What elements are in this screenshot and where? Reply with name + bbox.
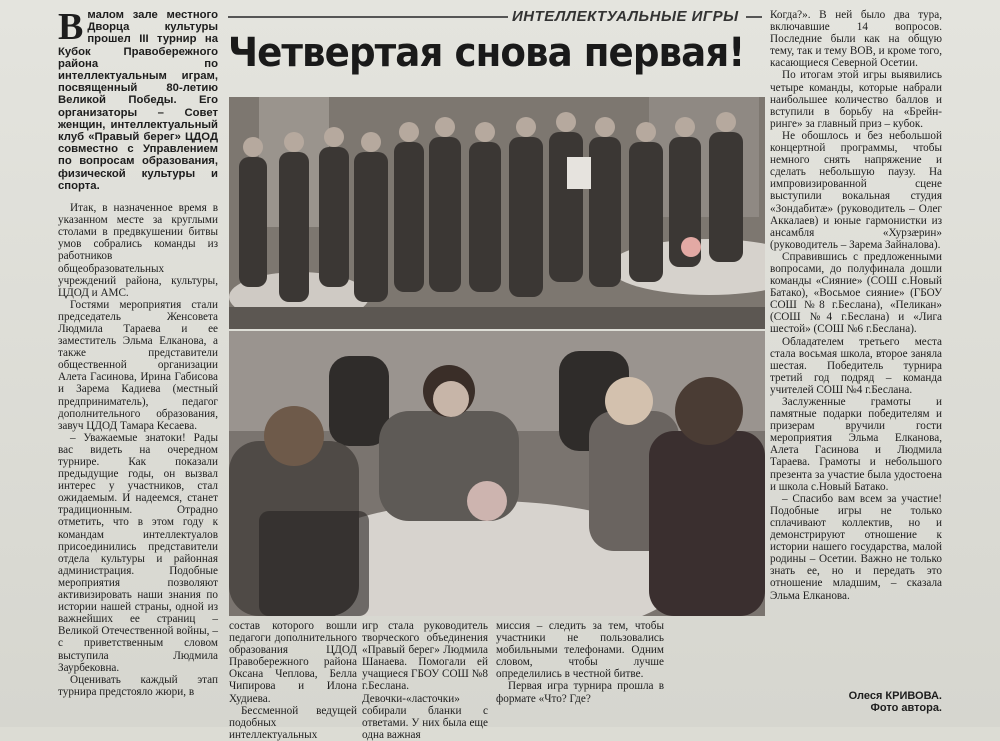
lead-text: малом зале местного Дворца культуры прошел III турнир на Кубок Правобережного района по интеллектуальным играм, посвященный 80-летию Великой Победы. Его организаторы – Совет женщин, интеллектуальный клуб «Правый берег» ЦДОД совместно с Управлением по вопросам образования, физической культуры и спорта. — [58, 9, 218, 192]
photo-credit: Фото автора. — [870, 702, 942, 714]
paragraph: Справившись с предложенными вопросами, до полуфинала дошли команды «Сияние» (СОШ с.Новый Батако), «Восьмое сияние» (ГБОУ СОШ №8 г.Беслана), «Пеликан» (СОШ №4 г.Беслана) и «Лига шестой» (СОШ №6 г.Беслана). — [770, 250, 942, 336]
group-photo-illustration — [229, 97, 765, 329]
paragraph: Заслуженные грамоты и памятные подарки победителям и призерам вручили гости мероприятия Эльма Елканова, Алета Гасинова и Людмила Тараева. Грамоты и небольшого презента за участие была удостоена и школа с.Новый Батако. — [770, 396, 942, 493]
article-column-4 — [496, 620, 762, 705]
paragraph: Обладателем третьего места стала восьмая школа, второе заняла шестая. Победитель турнира третий год подряд – команда учителей СОШ №4 г.Беслана. — [770, 335, 942, 396]
rubric-rule — [228, 16, 508, 18]
article-headline: Четвертая снова первая! — [228, 30, 745, 76]
paragraph: Первая игра турнира прошла в формате «Что? Где? — [496, 680, 664, 705]
paragraph: – Уважаемые знатоки! Рады вас видеть на очередном турнире. Как показали предыдущие годы, он вызвал интерес у участников, стал ожидаемым. И надеемся, станет традиционным. Отрадно отметить, что в этом году к командам интеллектуалов присоединились представители отдела культуры и районная администрация. Подобные мероприятия позволяют активизировать наши знания по истории нашей страны, одной из важнейших ее страниц – Великой Отечественной войны, – с приветственным словом выступила Людмила Заурбековна. — [58, 431, 218, 674]
section-rubric: ИНТЕЛЛЕКТУАЛЬНЫЕ ИГРЫ — [512, 8, 739, 25]
drop-cap: В — [58, 6, 84, 48]
article-column-3 — [362, 620, 488, 741]
paragraph: состав которого вошли педагоги дополнительного образования ЦДОД Правобережного района Оксана Чеплова, Белла Чипирова и Илона Худиева. — [229, 620, 357, 705]
paragraph: Бессменной ведущей подобных интеллектуальных — [229, 704, 357, 741]
paragraph: – Спасибо вам всем за участие! Подобные игры не только сплачивают коллектив, но и демонстрируют отношение к истории нашего государства, малой родины – Осетии. Важно не только знать ее, но и передать это отношение младшим, – сказала Эльма Елканова. — [770, 492, 942, 602]
byline — [849, 690, 942, 714]
game-table-photo — [229, 331, 765, 616]
author-name: Олеся КРИВОВА. — [848, 690, 942, 702]
article-column-1 — [58, 6, 218, 698]
rubric-rule — [746, 16, 762, 18]
paragraph: миссия – следить за тем, чтобы участники не пользовались мобильными телефонами. Одним словом, чтобы лучше определились в честной битве. — [496, 620, 664, 681]
paragraph: Не обошлось и без небольшой концертной программы, чтобы немного снять напряжение и сделать небольшую паузу. На импровизированной сцене выступили вокальная студия «Зондабитæ» (руководитель – Олег Аккалаев) и юные гармонистки из ансамбля «Хурзæрин» (руководитель – Зарема Зайналова). — [770, 129, 942, 251]
paragraph: Итак, в назначенное время в указанном месте за круглыми столами в предвкушении битвы умов собрались команды из работников общеобразовательных учреждений района, культуры, ЦДОД и АМС. — [58, 202, 218, 299]
paragraph: По итогам этой игры выявились четыре команды, которые набрали наибольшее количество баллов и вступили в борьбу на «Брейн-ринге» за главный приз – кубок. — [770, 69, 942, 130]
paragraph: игр стала руководитель творческого объединения «Правый берег» Людмила Шанаева. Помогали ей учащиеся ГБОУ СОШ №8 г.Беслана. Девочки-«ласточки» собирали бланки с ответами. У них была еще одна важная — [362, 620, 488, 741]
paragraph: Гостями мероприятия стали председатель Женсовета Людмила Тараева и ее заместитель Эльма Елканова, а также представители общественной организации Алета Гасинова, Ирина Габисова и Зарема Кадиева (местный предприниматель), педагог дополнительного образования, завуч ЦДОД Тамара Кесаева. — [58, 298, 218, 432]
article-column-5 — [770, 9, 942, 602]
game-table-illustration — [229, 331, 765, 616]
paragraph: Когда?». В ней было два тура, включавшие 14 вопросов. Последние были как на общую тему, так и тему ВОВ, и кроме того, касающиеся Северной Осетии. — [770, 9, 942, 70]
lead-paragraph — [58, 6, 218, 192]
article-column-2 — [229, 620, 357, 741]
paragraph: Оценивать каждый этап турнира предстояло жюри, в — [58, 673, 218, 698]
group-photo — [229, 97, 765, 329]
